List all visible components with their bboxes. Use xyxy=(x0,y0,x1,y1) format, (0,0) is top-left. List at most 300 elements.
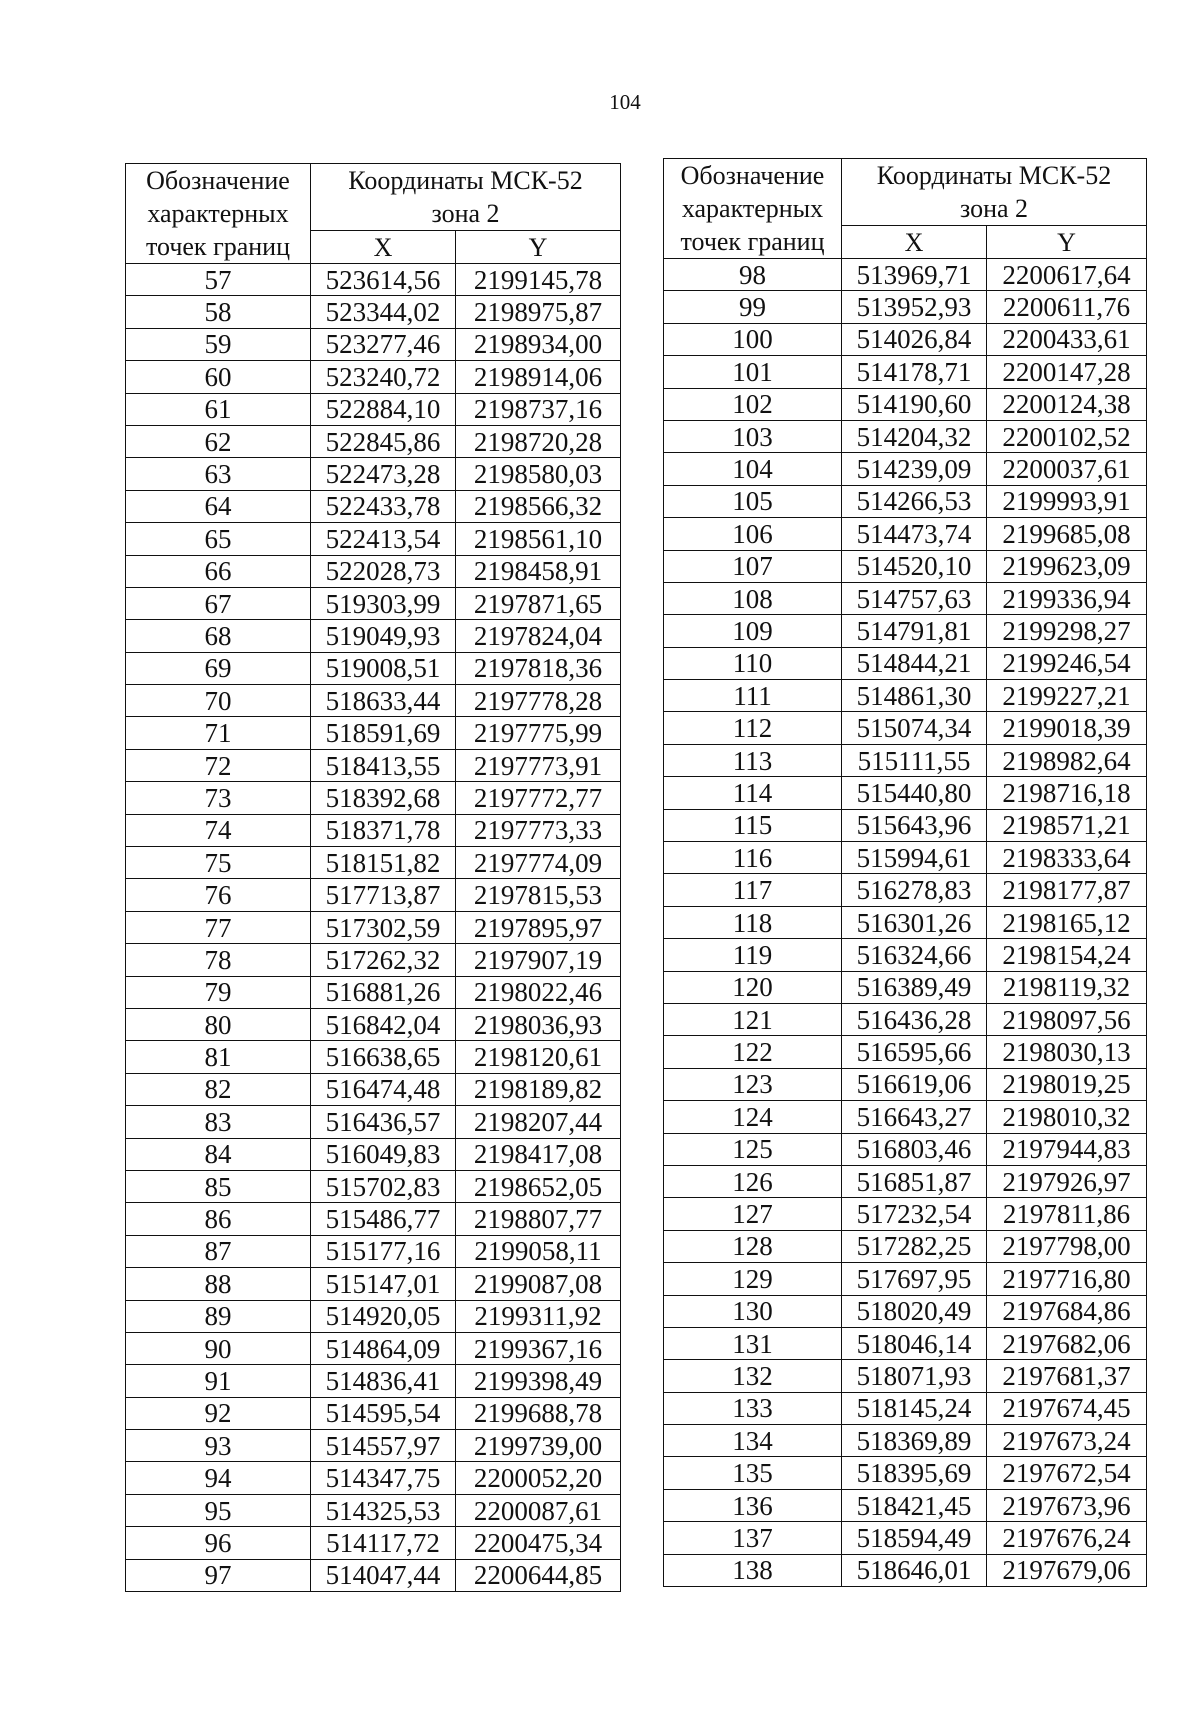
x-coordinate-cell: 516881,26 xyxy=(311,976,456,1008)
table-row xyxy=(664,1068,1147,1100)
coordinates-table-left xyxy=(125,163,621,1592)
y-coordinate-cell: 2199398,49 xyxy=(456,1365,621,1397)
point-id-cell: 131 xyxy=(664,1327,842,1359)
table-row xyxy=(664,323,1147,355)
table-row xyxy=(664,1036,1147,1068)
table-row xyxy=(664,582,1147,614)
page-number: 104 xyxy=(609,90,641,114)
y-coordinate-cell: 2198333,64 xyxy=(987,842,1147,874)
point-id-cell: 119 xyxy=(664,939,842,971)
x-coordinate-cell: 514117,72 xyxy=(311,1527,456,1559)
x-coordinate-cell: 514864,09 xyxy=(311,1332,456,1364)
y-coordinate-cell: 2198652,05 xyxy=(456,1170,621,1202)
table-row xyxy=(126,1041,621,1073)
y-coordinate-cell: 2198982,64 xyxy=(987,744,1147,776)
x-coordinate-cell: 518395,69 xyxy=(842,1457,987,1489)
table-header xyxy=(664,159,1147,259)
point-id-cell: 122 xyxy=(664,1036,842,1068)
point-id-cell: 100 xyxy=(664,323,842,355)
x-coordinate-cell: 514190,60 xyxy=(842,388,987,420)
x-coordinate-cell: 518020,49 xyxy=(842,1295,987,1327)
y-coordinate-cell: 2197672,54 xyxy=(987,1457,1147,1489)
y-coordinate-cell: 2199993,91 xyxy=(987,485,1147,517)
x-coordinate-cell: 518591,69 xyxy=(311,717,456,749)
y-coordinate-cell: 2200611,76 xyxy=(987,291,1147,323)
x-coordinate-cell: 516619,06 xyxy=(842,1068,987,1100)
x-coordinate-cell: 515440,80 xyxy=(842,777,987,809)
point-id-cell: 83 xyxy=(126,1106,311,1138)
x-coordinate-cell: 522028,73 xyxy=(311,555,456,587)
y-coordinate-cell: 2200087,61 xyxy=(456,1494,621,1526)
point-id-cell: 135 xyxy=(664,1457,842,1489)
table-row xyxy=(664,1003,1147,1035)
table-row xyxy=(126,1527,621,1559)
x-coordinate-cell: 514047,44 xyxy=(311,1559,456,1591)
table-row xyxy=(126,1073,621,1105)
x-coordinate-cell: 518046,14 xyxy=(842,1327,987,1359)
x-coordinate-cell: 516436,57 xyxy=(311,1106,456,1138)
point-id-cell: 58 xyxy=(126,296,311,328)
x-coordinate-cell: 516389,49 xyxy=(842,971,987,1003)
y-coordinate-cell: 2197684,86 xyxy=(987,1295,1147,1327)
table-row xyxy=(126,523,621,555)
table-row xyxy=(664,906,1147,938)
x-coordinate-cell: 522413,54 xyxy=(311,523,456,555)
y-coordinate-cell: 2199688,78 xyxy=(456,1397,621,1429)
table-row xyxy=(664,1133,1147,1165)
table-row xyxy=(126,1008,621,1040)
point-id-cell: 63 xyxy=(126,458,311,490)
point-id-cell: 138 xyxy=(664,1554,842,1586)
table-row xyxy=(664,356,1147,388)
x-coordinate-cell: 516643,27 xyxy=(842,1101,987,1133)
point-id-cell: 105 xyxy=(664,485,842,517)
y-coordinate-cell: 2199739,00 xyxy=(456,1430,621,1462)
table-row xyxy=(664,1101,1147,1133)
x-coordinate-cell: 514347,75 xyxy=(311,1462,456,1494)
y-coordinate-cell: 2198177,87 xyxy=(987,874,1147,906)
header-coordinates-line: зона 2 xyxy=(431,199,500,229)
table-row xyxy=(126,782,621,814)
header-designation-line: Обозначение xyxy=(146,166,290,195)
y-coordinate-cell: 2198207,44 xyxy=(456,1106,621,1138)
header-coordinates xyxy=(842,159,1147,226)
x-coordinate-cell: 518413,55 xyxy=(311,749,456,781)
header-designation-line: точек границ xyxy=(680,227,825,256)
y-coordinate-cell: 2197772,77 xyxy=(456,782,621,814)
point-id-cell: 70 xyxy=(126,685,311,717)
x-coordinate-cell: 516595,66 xyxy=(842,1036,987,1068)
x-coordinate-cell: 518151,82 xyxy=(311,847,456,879)
y-coordinate-cell: 2200433,61 xyxy=(987,323,1147,355)
x-coordinate-cell: 518594,49 xyxy=(842,1522,987,1554)
header-y: Y xyxy=(456,231,621,264)
point-id-cell: 71 xyxy=(126,717,311,749)
table-row xyxy=(664,744,1147,776)
point-id-cell: 92 xyxy=(126,1397,311,1429)
point-id-cell: 96 xyxy=(126,1527,311,1559)
y-coordinate-cell: 2199246,54 xyxy=(987,647,1147,679)
x-coordinate-cell: 514920,05 xyxy=(311,1300,456,1332)
x-coordinate-cell: 523277,46 xyxy=(311,328,456,360)
y-coordinate-cell: 2197681,37 xyxy=(987,1360,1147,1392)
y-coordinate-cell: 2198914,06 xyxy=(456,361,621,393)
x-coordinate-cell: 514325,53 xyxy=(311,1494,456,1526)
y-coordinate-cell: 2198458,91 xyxy=(456,555,621,587)
x-coordinate-cell: 514595,54 xyxy=(311,1397,456,1429)
y-coordinate-cell: 2197673,24 xyxy=(987,1425,1147,1457)
y-coordinate-cell: 2198036,93 xyxy=(456,1008,621,1040)
table-row xyxy=(126,814,621,846)
y-coordinate-cell: 2197811,86 xyxy=(987,1198,1147,1230)
x-coordinate-cell: 514757,63 xyxy=(842,582,987,614)
point-id-cell: 75 xyxy=(126,847,311,879)
point-id-cell: 133 xyxy=(664,1392,842,1424)
table-row xyxy=(664,518,1147,550)
x-coordinate-cell: 518145,24 xyxy=(842,1392,987,1424)
x-coordinate-cell: 518369,89 xyxy=(842,1425,987,1457)
table-row xyxy=(664,712,1147,744)
table-row xyxy=(126,1203,621,1235)
table-row xyxy=(126,1494,621,1526)
point-id-cell: 115 xyxy=(664,809,842,841)
y-coordinate-cell: 2199145,78 xyxy=(456,264,621,296)
x-coordinate-cell: 515177,16 xyxy=(311,1235,456,1267)
point-id-cell: 67 xyxy=(126,587,311,619)
table-row xyxy=(664,1295,1147,1327)
x-coordinate-cell: 518421,45 xyxy=(842,1489,987,1521)
point-id-cell: 121 xyxy=(664,1003,842,1035)
x-coordinate-cell: 514239,09 xyxy=(842,453,987,485)
y-coordinate-cell: 2197871,65 xyxy=(456,587,621,619)
x-coordinate-cell: 518392,68 xyxy=(311,782,456,814)
y-coordinate-cell: 2197775,99 xyxy=(456,717,621,749)
point-id-cell: 89 xyxy=(126,1300,311,1332)
x-coordinate-cell: 514520,10 xyxy=(842,550,987,582)
table-row xyxy=(664,1392,1147,1424)
y-coordinate-cell: 2199298,27 xyxy=(987,615,1147,647)
x-coordinate-cell: 514178,71 xyxy=(842,356,987,388)
x-coordinate-cell: 517232,54 xyxy=(842,1198,987,1230)
point-id-cell: 74 xyxy=(126,814,311,846)
table-row xyxy=(664,647,1147,679)
x-coordinate-cell: 515702,83 xyxy=(311,1170,456,1202)
y-coordinate-cell: 2199018,39 xyxy=(987,712,1147,744)
y-coordinate-cell: 2199336,94 xyxy=(987,582,1147,614)
table-row xyxy=(126,1106,621,1138)
point-id-cell: 124 xyxy=(664,1101,842,1133)
x-coordinate-cell: 514836,41 xyxy=(311,1365,456,1397)
table-row xyxy=(126,1300,621,1332)
point-id-cell: 103 xyxy=(664,420,842,452)
y-coordinate-cell: 2199685,08 xyxy=(987,518,1147,550)
point-id-cell: 97 xyxy=(126,1559,311,1591)
x-coordinate-cell: 518646,01 xyxy=(842,1554,987,1586)
point-id-cell: 64 xyxy=(126,490,311,522)
x-coordinate-cell: 517302,59 xyxy=(311,911,456,943)
y-coordinate-cell: 2197944,83 xyxy=(987,1133,1147,1165)
y-coordinate-cell: 2197774,09 xyxy=(456,847,621,879)
point-id-cell: 93 xyxy=(126,1430,311,1462)
table-row xyxy=(126,1430,621,1462)
table-row xyxy=(664,485,1147,517)
point-id-cell: 107 xyxy=(664,550,842,582)
y-coordinate-cell: 2197773,91 xyxy=(456,749,621,781)
point-id-cell: 90 xyxy=(126,1332,311,1364)
y-coordinate-cell: 2199227,21 xyxy=(987,680,1147,712)
coordinates-table-right xyxy=(663,158,1147,1587)
y-coordinate-cell: 2197682,06 xyxy=(987,1327,1147,1359)
x-coordinate-cell: 514473,74 xyxy=(842,518,987,550)
table-row xyxy=(664,1165,1147,1197)
point-id-cell: 81 xyxy=(126,1041,311,1073)
table-header xyxy=(126,164,621,264)
x-coordinate-cell: 514204,32 xyxy=(842,420,987,452)
table-row xyxy=(126,944,621,976)
point-id-cell: 98 xyxy=(664,259,842,291)
y-coordinate-cell: 2200147,28 xyxy=(987,356,1147,388)
table-row xyxy=(664,842,1147,874)
header-x: X xyxy=(311,231,456,264)
y-coordinate-cell: 2199087,08 xyxy=(456,1268,621,1300)
point-id-cell: 72 xyxy=(126,749,311,781)
x-coordinate-cell: 516851,87 xyxy=(842,1165,987,1197)
point-id-cell: 76 xyxy=(126,879,311,911)
point-id-cell: 136 xyxy=(664,1489,842,1521)
y-coordinate-cell: 2198934,00 xyxy=(456,328,621,360)
x-coordinate-cell: 517262,32 xyxy=(311,944,456,976)
table-row xyxy=(664,1230,1147,1262)
point-id-cell: 61 xyxy=(126,393,311,425)
point-id-cell: 102 xyxy=(664,388,842,420)
table-row xyxy=(126,393,621,425)
table-row xyxy=(126,1170,621,1202)
table-row xyxy=(664,1489,1147,1521)
point-id-cell: 110 xyxy=(664,647,842,679)
point-id-cell: 57 xyxy=(126,264,311,296)
y-coordinate-cell: 2197679,06 xyxy=(987,1554,1147,1586)
table-row xyxy=(126,1397,621,1429)
point-id-cell: 86 xyxy=(126,1203,311,1235)
x-coordinate-cell: 517282,25 xyxy=(842,1230,987,1262)
table-row xyxy=(126,1235,621,1267)
x-coordinate-cell: 514557,97 xyxy=(311,1430,456,1462)
x-coordinate-cell: 515147,01 xyxy=(311,1268,456,1300)
x-coordinate-cell: 514026,84 xyxy=(842,323,987,355)
y-coordinate-cell: 2197676,24 xyxy=(987,1522,1147,1554)
table-row xyxy=(126,652,621,684)
table-row xyxy=(126,425,621,457)
table-row xyxy=(126,1462,621,1494)
y-coordinate-cell: 2200052,20 xyxy=(456,1462,621,1494)
x-coordinate-cell: 514861,30 xyxy=(842,680,987,712)
y-coordinate-cell: 2198022,46 xyxy=(456,976,621,1008)
table-row xyxy=(126,296,621,328)
x-coordinate-cell: 523240,72 xyxy=(311,361,456,393)
table-row xyxy=(126,1365,621,1397)
header-coordinates-line: Координаты МСК-52 xyxy=(348,166,583,196)
x-coordinate-cell: 517713,87 xyxy=(311,879,456,911)
y-coordinate-cell: 2198010,32 xyxy=(987,1101,1147,1133)
point-id-cell: 109 xyxy=(664,615,842,647)
table-row xyxy=(664,1263,1147,1295)
y-coordinate-cell: 2200037,61 xyxy=(987,453,1147,485)
x-coordinate-cell: 519049,93 xyxy=(311,620,456,652)
table-row xyxy=(126,1138,621,1170)
x-coordinate-cell: 516436,28 xyxy=(842,1003,987,1035)
header-coordinates-line: Координаты МСК-52 xyxy=(876,161,1112,191)
point-id-cell: 79 xyxy=(126,976,311,1008)
table-row xyxy=(664,388,1147,420)
point-id-cell: 126 xyxy=(664,1165,842,1197)
table-body xyxy=(664,259,1147,1587)
table-row xyxy=(664,874,1147,906)
y-coordinate-cell: 2200102,52 xyxy=(987,420,1147,452)
table-row xyxy=(664,1457,1147,1489)
table-row xyxy=(126,717,621,749)
y-coordinate-cell: 2198571,21 xyxy=(987,809,1147,841)
x-coordinate-cell: 519303,99 xyxy=(311,587,456,619)
table-row xyxy=(126,976,621,1008)
y-coordinate-cell: 2199058,11 xyxy=(456,1235,621,1267)
table-row xyxy=(664,1554,1147,1586)
x-coordinate-cell: 514266,53 xyxy=(842,485,987,517)
x-coordinate-cell: 516638,65 xyxy=(311,1041,456,1073)
y-coordinate-cell: 2198580,03 xyxy=(456,458,621,490)
y-coordinate-cell: 2198417,08 xyxy=(456,1138,621,1170)
y-coordinate-cell: 2200617,64 xyxy=(987,259,1147,291)
point-id-cell: 99 xyxy=(664,291,842,323)
y-coordinate-cell: 2198030,13 xyxy=(987,1036,1147,1068)
table-row xyxy=(664,420,1147,452)
y-coordinate-cell: 2198720,28 xyxy=(456,425,621,457)
y-coordinate-cell: 2197818,36 xyxy=(456,652,621,684)
y-coordinate-cell: 2200124,38 xyxy=(987,388,1147,420)
table-row xyxy=(664,971,1147,1003)
y-coordinate-cell: 2197815,53 xyxy=(456,879,621,911)
x-coordinate-cell: 514844,21 xyxy=(842,647,987,679)
x-coordinate-cell: 516301,26 xyxy=(842,906,987,938)
x-coordinate-cell: 515643,96 xyxy=(842,809,987,841)
y-coordinate-cell: 2198737,16 xyxy=(456,393,621,425)
x-coordinate-cell: 516324,66 xyxy=(842,939,987,971)
point-id-cell: 108 xyxy=(664,582,842,614)
header-coordinates-line: зона 2 xyxy=(959,194,1029,224)
table-row xyxy=(126,879,621,911)
point-id-cell: 120 xyxy=(664,971,842,1003)
x-coordinate-cell: 519008,51 xyxy=(311,652,456,684)
table-row xyxy=(126,847,621,879)
point-id-cell: 113 xyxy=(664,744,842,776)
point-id-cell: 106 xyxy=(664,518,842,550)
y-coordinate-cell: 2198975,87 xyxy=(456,296,621,328)
x-coordinate-cell: 522473,28 xyxy=(311,458,456,490)
point-id-cell: 77 xyxy=(126,911,311,943)
point-id-cell: 114 xyxy=(664,777,842,809)
y-coordinate-cell: 2199367,16 xyxy=(456,1332,621,1364)
y-coordinate-cell: 2198119,32 xyxy=(987,971,1147,1003)
y-coordinate-cell: 2200644,85 xyxy=(456,1559,621,1591)
table-row xyxy=(664,809,1147,841)
y-coordinate-cell: 2198154,24 xyxy=(987,939,1147,971)
table-row xyxy=(664,453,1147,485)
x-coordinate-cell: 516474,48 xyxy=(311,1073,456,1105)
y-coordinate-cell: 2197716,80 xyxy=(987,1263,1147,1295)
point-id-cell: 128 xyxy=(664,1230,842,1262)
x-coordinate-cell: 522845,86 xyxy=(311,425,456,457)
table-row xyxy=(126,328,621,360)
point-id-cell: 129 xyxy=(664,1263,842,1295)
header-y: Y xyxy=(987,226,1147,259)
table-row xyxy=(664,291,1147,323)
y-coordinate-cell: 2198561,10 xyxy=(456,523,621,555)
point-id-cell: 59 xyxy=(126,328,311,360)
table-row xyxy=(126,685,621,717)
point-id-cell: 85 xyxy=(126,1170,311,1202)
point-id-cell: 69 xyxy=(126,652,311,684)
point-id-cell: 137 xyxy=(664,1522,842,1554)
x-coordinate-cell: 516049,83 xyxy=(311,1138,456,1170)
y-coordinate-cell: 2197926,97 xyxy=(987,1165,1147,1197)
x-coordinate-cell: 515994,61 xyxy=(842,842,987,874)
point-id-cell: 132 xyxy=(664,1360,842,1392)
point-id-cell: 62 xyxy=(126,425,311,457)
point-id-cell: 116 xyxy=(664,842,842,874)
table-row xyxy=(664,1425,1147,1457)
x-coordinate-cell: 518633,44 xyxy=(311,685,456,717)
point-id-cell: 125 xyxy=(664,1133,842,1165)
point-id-cell: 68 xyxy=(126,620,311,652)
point-id-cell: 112 xyxy=(664,712,842,744)
x-coordinate-cell: 515074,34 xyxy=(842,712,987,744)
point-id-cell: 118 xyxy=(664,906,842,938)
table-row xyxy=(664,777,1147,809)
y-coordinate-cell: 2197824,04 xyxy=(456,620,621,652)
table-row xyxy=(126,458,621,490)
x-coordinate-cell: 516803,46 xyxy=(842,1133,987,1165)
table-row xyxy=(664,1198,1147,1230)
y-coordinate-cell: 2197895,97 xyxy=(456,911,621,943)
table-row xyxy=(126,911,621,943)
table-row xyxy=(126,1332,621,1364)
point-id-cell: 87 xyxy=(126,1235,311,1267)
table-row xyxy=(664,1360,1147,1392)
table-body xyxy=(126,264,621,1592)
point-id-cell: 88 xyxy=(126,1268,311,1300)
point-id-cell: 82 xyxy=(126,1073,311,1105)
x-coordinate-cell: 517697,95 xyxy=(842,1263,987,1295)
x-coordinate-cell: 515111,55 xyxy=(842,744,987,776)
table-row xyxy=(664,550,1147,582)
table-row xyxy=(126,587,621,619)
point-id-cell: 127 xyxy=(664,1198,842,1230)
point-id-cell: 73 xyxy=(126,782,311,814)
x-coordinate-cell: 513952,93 xyxy=(842,291,987,323)
header-designation-line: характерных xyxy=(147,199,289,228)
header-coordinates xyxy=(311,164,621,231)
header-designation xyxy=(664,159,842,259)
x-coordinate-cell: 513969,71 xyxy=(842,259,987,291)
table-row xyxy=(664,939,1147,971)
table-row xyxy=(126,749,621,781)
table-row xyxy=(126,620,621,652)
y-coordinate-cell: 2198716,18 xyxy=(987,777,1147,809)
x-coordinate-cell: 522884,10 xyxy=(311,393,456,425)
table-row xyxy=(664,615,1147,647)
point-id-cell: 123 xyxy=(664,1068,842,1100)
point-id-cell: 91 xyxy=(126,1365,311,1397)
table-row xyxy=(664,259,1147,291)
